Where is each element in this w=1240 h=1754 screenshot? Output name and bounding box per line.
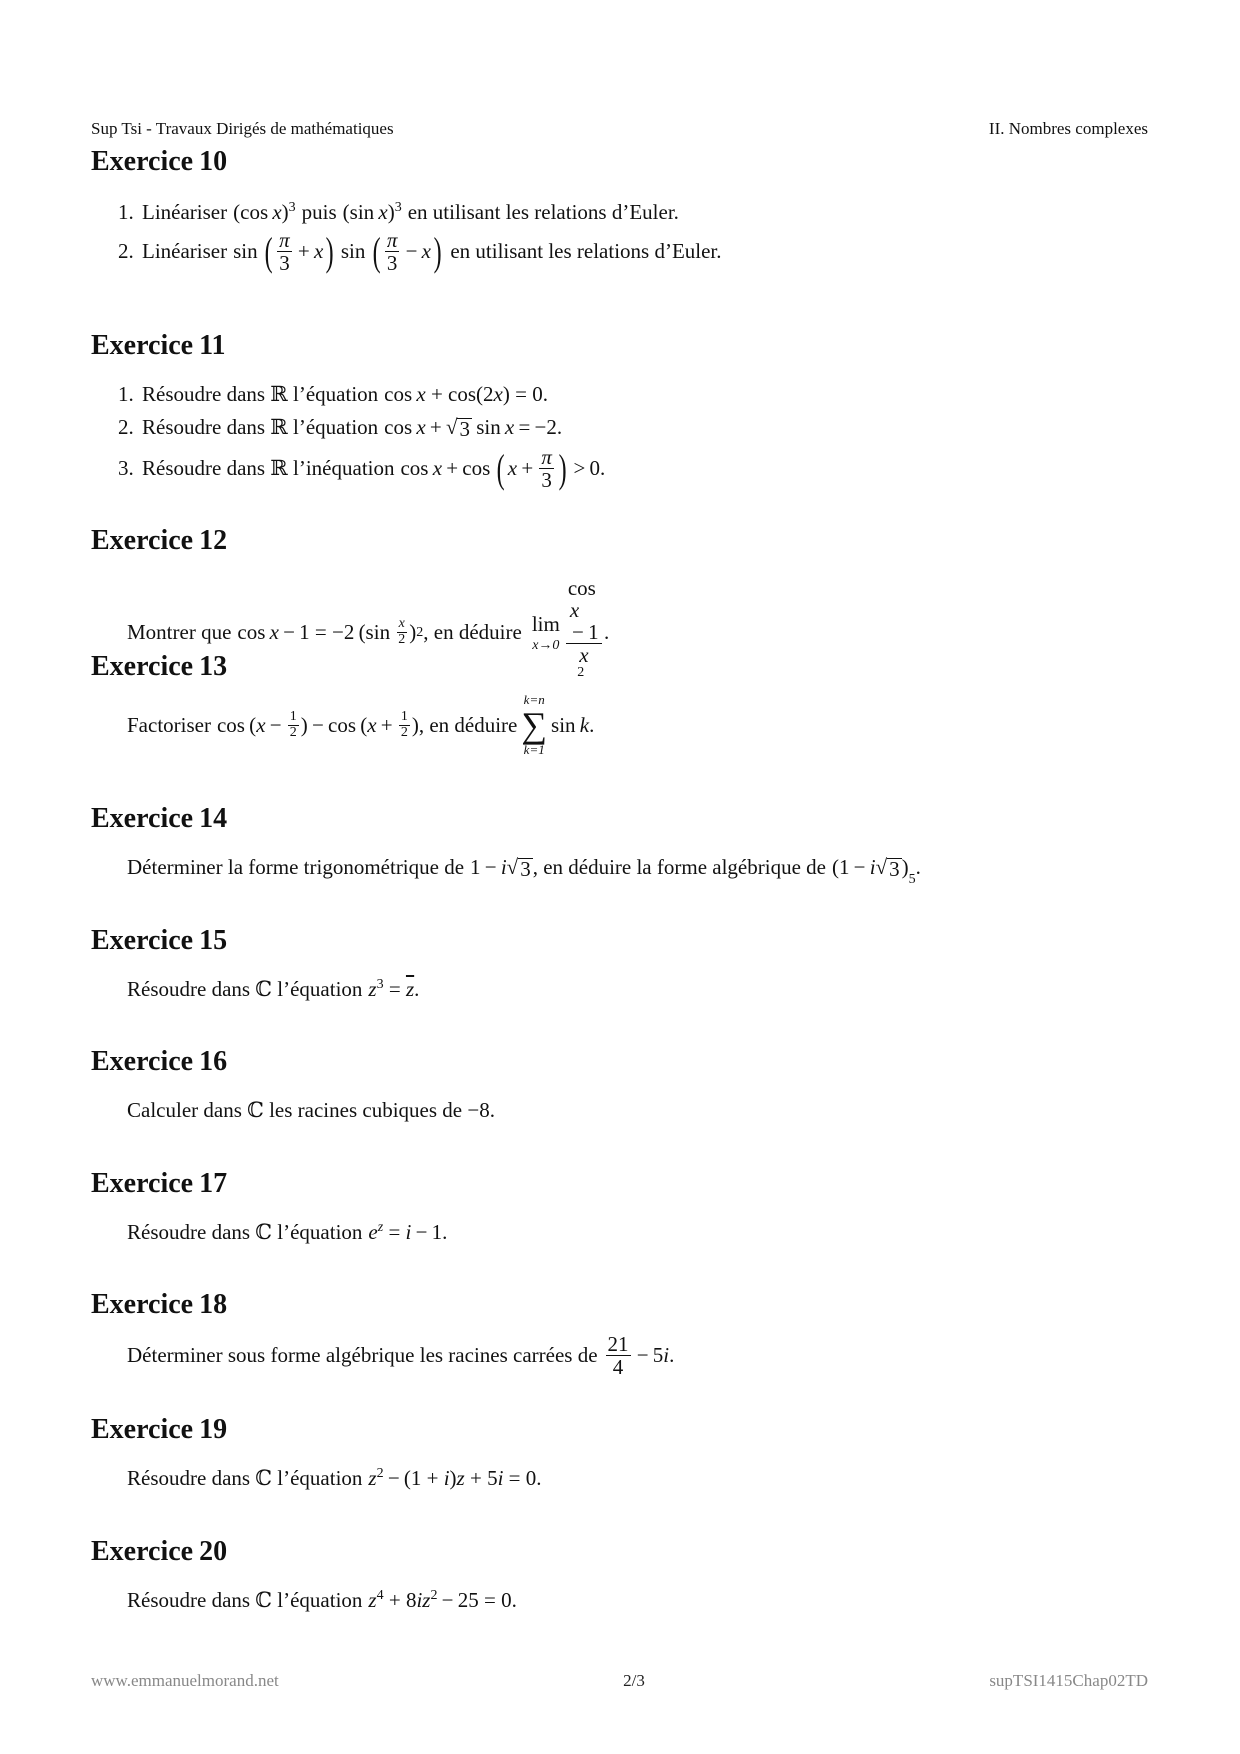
exercise-11 bbox=[91, 332, 1160, 491]
math-formula: $e^z = i - 1$. bbox=[368, 1220, 448, 1244]
math-formula: cos x − 1 = −2 (sin $\frac{x}{2}$ ) 2 bbox=[237, 616, 424, 648]
exercise-heading: Exercice 20 bbox=[91, 1536, 228, 1567]
exercise-heading: Exercice 12 bbox=[91, 525, 228, 556]
math-formula: $\frac{21}{4}$ − 5 i . bbox=[607, 1332, 675, 1380]
exercise-statement: Calculer dans ℂ les racines cubiques de −8. bbox=[127, 1098, 495, 1122]
header-course-title: Sup Tsi - Travaux Dirigés de mathématiques bbox=[91, 119, 394, 138]
exercise-heading: Exercice 17 bbox=[91, 1168, 228, 1199]
question-item: 2. Linéariser sin ( $\frac{\pi}{3}$ + x ) sin ( $\frac{\pi}{3}$ − x ) en utilisant les relations d’Euler. bbox=[118, 228, 722, 276]
page-number: 2/3 bbox=[623, 1671, 645, 1690]
exercise-statement: Résoudre dans ℂ l’équation $z^2 - (1 + i)z + 5i = 0$. bbox=[127, 1466, 542, 1490]
exercise-statement: Déterminer la forme trigonométrique de 1 − i √ 3 , en déduire la forme algébrique de (1 − i √ 3 ) 5 . bbox=[127, 855, 921, 888]
question-item: 2. Résoudre dans ℝ l’équation cos x + √ 3 sin x = −2. bbox=[118, 415, 563, 442]
exercise-17 bbox=[91, 1170, 1160, 1245]
math-formula: cos x + √ 3 sin x = −2. bbox=[384, 415, 563, 442]
exercise-13 bbox=[91, 653, 1160, 758]
math-formula: cos ( x − $\frac{1}{2}$ ) − cos ( x + $\frac{1}{2}$ ) bbox=[216, 709, 419, 740]
math-formula: cos x − 1 x $^2$ bbox=[567, 576, 601, 681]
footer-website: www.emmanuelmorand.net bbox=[91, 1671, 279, 1690]
exercise-heading: Exercice 18 bbox=[91, 1289, 228, 1320]
math-formula: $z^3 = \overline{z}$. bbox=[368, 977, 420, 1001]
math-formula: $z^2 - (1 + i)z + 5i = 0$. bbox=[368, 1466, 542, 1490]
exercise-16 bbox=[91, 1048, 1160, 1123]
exercise-statement: Résoudre dans ℂ l’équation $e^z = i - 1$. bbox=[127, 1220, 448, 1244]
exercise-statement: Factoriser cos ( x − $\frac{1}{2}$ ) − cos ( x + $\frac{1}{2}$ ) , en déduire k=n ∑ k=1 sin k. bbox=[127, 692, 595, 758]
question-item: 3. Résoudre dans ℝ l’inéquation cos x + cos ( x + $\frac{\pi}{3}$ ) > 0. bbox=[118, 445, 606, 493]
exercise-heading: Exercice 11 bbox=[91, 330, 226, 361]
math-formula: sin ( $\frac{\pi}{3}$ + x ) sin ( $\frac{\pi}{3}$ − x ) bbox=[233, 228, 442, 276]
exercise-heading: Exercice 16 bbox=[91, 1046, 228, 1077]
math-formula: cos x + cos ( x + $\frac{\pi}{3}$ ) > 0. bbox=[400, 445, 606, 493]
math-formula: $z^4 + 8iz^2 - 25 = 0$. bbox=[368, 1588, 517, 1612]
exercise-14 bbox=[91, 803, 1160, 888]
exercise-statement: Résoudre dans ℂ l’équation $z^3 = \overline{z}$. bbox=[127, 977, 420, 1001]
question-item: 1. Résoudre dans ℝ l’équation cos x + cos(2x) = 0. bbox=[118, 382, 548, 406]
exercise-15 bbox=[91, 927, 1160, 1002]
exercise-heading: Exercice 14 bbox=[91, 803, 228, 834]
exercise-18 bbox=[91, 1291, 1160, 1378]
header-chapter-title: II. Nombres complexes bbox=[988, 119, 1148, 138]
exercise-10 bbox=[91, 148, 1160, 274]
math-formula: (sin x)$^3$ bbox=[342, 200, 402, 224]
math-formula: (1 − i √ 3 ) 5 . bbox=[831, 855, 921, 888]
page-header bbox=[91, 119, 1148, 139]
exercise-statement: Montrer que cos x − 1 = −2 (sin $\frac{x}{2}$ ) 2 , en déduire lim x→0 cos x − 1 x $^2$ . bbox=[91, 577, 1160, 688]
exercise-heading: Exercice 13 bbox=[91, 651, 228, 682]
math-formula: sin k. bbox=[551, 712, 595, 737]
exercise-19 bbox=[91, 1416, 1160, 1491]
sum-operator: k=n ∑ k=1 bbox=[521, 692, 548, 758]
exercise-statement: Résoudre dans ℂ l’équation $z^4 + 8iz^2 - 25 = 0$. bbox=[127, 1588, 517, 1612]
exercise-statement: Déterminer sous forme algébrique les racines carrées de $\frac{21}{4}$ − 5 i . bbox=[127, 1332, 675, 1380]
page-footer bbox=[91, 1671, 1148, 1691]
exercise-20 bbox=[91, 1538, 1160, 1613]
exercise-heading: Exercice 19 bbox=[91, 1414, 228, 1445]
exercise-heading: Exercice 15 bbox=[91, 925, 228, 956]
question-item: 1. Linéariser (cos x)$^3$ puis (sin x)$^3$ en utilisant les relations d’Euler. bbox=[118, 200, 679, 224]
exercise-heading: Exercice 10 bbox=[91, 146, 228, 177]
footer-document-id: supTSI1415Chap02TD bbox=[989, 1671, 1148, 1690]
math-formula: (cos x)$^3$ bbox=[233, 200, 296, 224]
math-formula: 1 − i √ 3 bbox=[470, 855, 531, 882]
math-formula: cos x + cos(2x) = 0. bbox=[384, 382, 548, 406]
limit-operator: lim x→0 bbox=[531, 612, 560, 654]
